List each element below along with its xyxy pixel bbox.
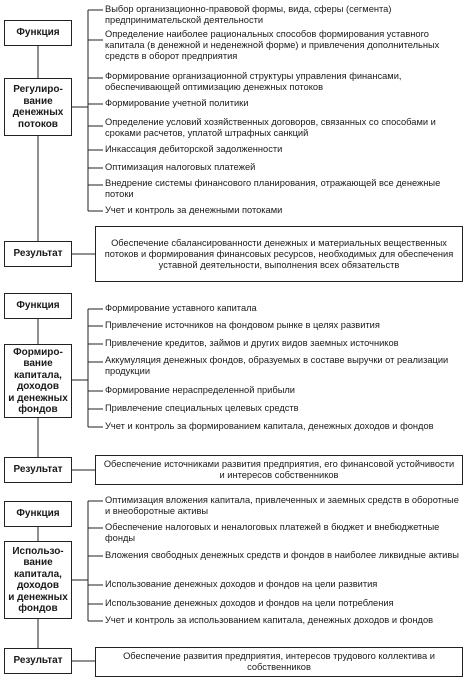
result-box-3: [4, 648, 72, 674]
s3-item-3: Вложения свободных денежных средств и фондов в наиболее ликвидные активы: [105, 550, 459, 560]
function-label-2: Функция: [16, 300, 60, 312]
s3-item-1: Оптимизация вложения капитала, привлеченных и заемных средств в оборотные и внеоборотные активы: [105, 495, 459, 516]
s2-item-6: Привлечение специальных целевых средств: [105, 403, 299, 413]
formation-label: Формиро- вание капитала, доходов и денежных фондов: [8, 346, 68, 415]
result-label-3: Результат: [13, 655, 63, 667]
s2-item-1: Формирование уставного капитала: [105, 303, 257, 313]
result-text-box-3: [95, 647, 463, 677]
result-text-box-2: [95, 455, 463, 485]
s3-item-4: Использование денежных доходов и фондов на цели развития: [105, 579, 378, 589]
s1-item-5: Определение условий хозяйственных договоров, связанных со способами и сроками расчетов, уплатой штрафных санкций: [105, 117, 436, 138]
s2-item-4: Аккумуляция денежных фондов, образуемых в составе выручки от реализации продукции: [105, 355, 449, 376]
function-box-1: [4, 20, 72, 46]
s1-item-1: Выбор организационно-правовой формы, вида, сферы (сегмента) предпринимательской деятельности: [105, 4, 392, 25]
result-text-2: Обеспечение источниками развития предприятия, его финансовой устойчивости и интересов собственников: [103, 459, 455, 480]
result-label-2: Результат: [13, 464, 63, 476]
s1-item-4: Формирование учетной политики: [105, 98, 249, 108]
regulation-box: [4, 78, 72, 136]
s1-item-7: Оптимизация налоговых платежей: [105, 162, 256, 172]
s2-item-2: Привлечение источников на фондовом рынке в целях развития: [105, 320, 380, 330]
s3-item-5: Использование денежных доходов и фондов на цели потребления: [105, 598, 394, 608]
s3-item-2: Обеспечение налоговых и неналоговых платежей в бюджет и внебюджетные фонды: [105, 522, 440, 543]
function-box-2: [4, 293, 72, 319]
s1-item-6: Инкассация дебиторской задолженности: [105, 144, 283, 154]
usage-box: [4, 541, 72, 619]
function-label-1: Функция: [16, 27, 60, 39]
formation-box: [4, 344, 72, 418]
s1-item-8: Внедрение системы финансового планирования, отражающей все денежные потоки: [105, 178, 441, 199]
result-text-1: Обеспечение сбалансированности денежных и материальных вещественных потоков и формирования финансовых ресурсов, необходимых для обеспечения уставной деятельности, выполнения всех обязательств: [104, 237, 454, 270]
usage-label: Использо- вание капитала, доходов и денежных фондов: [8, 545, 68, 614]
s2-item-5: Формирование нераспределенной прибыли: [105, 385, 296, 395]
s3-item-6: Учет и контроль за использованием капитала, денежных доходов и фондов: [105, 615, 434, 625]
function-label-3: Функция: [16, 508, 60, 520]
regulation-label: Регулиро- вание денежных потоков: [12, 84, 64, 130]
s1-item-3: Формирование организационной структуры управления финансами, обеспечивающей оптимизацию денежных потоков: [105, 71, 402, 92]
s1-item-2: Определение наиболее рациональных способов формирования уставного капитала (в денежной и неденежной форме) и привлечения дополнительных средств в оборот предприятия: [105, 29, 440, 61]
result-box-1: [4, 241, 72, 267]
function-box-3: [4, 501, 72, 527]
s1-item-9: Учет и контроль за денежными потоками: [105, 205, 283, 215]
result-text-box-1: [95, 226, 463, 282]
s2-item-7: Учет и контроль за формированием капитала, денежных доходов и фондов: [105, 421, 434, 431]
s2-item-3: Привлечение кредитов, займов и других видов заемных источников: [105, 338, 399, 348]
result-label-1: Результат: [13, 248, 63, 260]
result-text-3: Обеспечение развития предприятия, интересов трудового коллектива и собственников: [123, 651, 435, 672]
result-box-2: [4, 457, 72, 483]
